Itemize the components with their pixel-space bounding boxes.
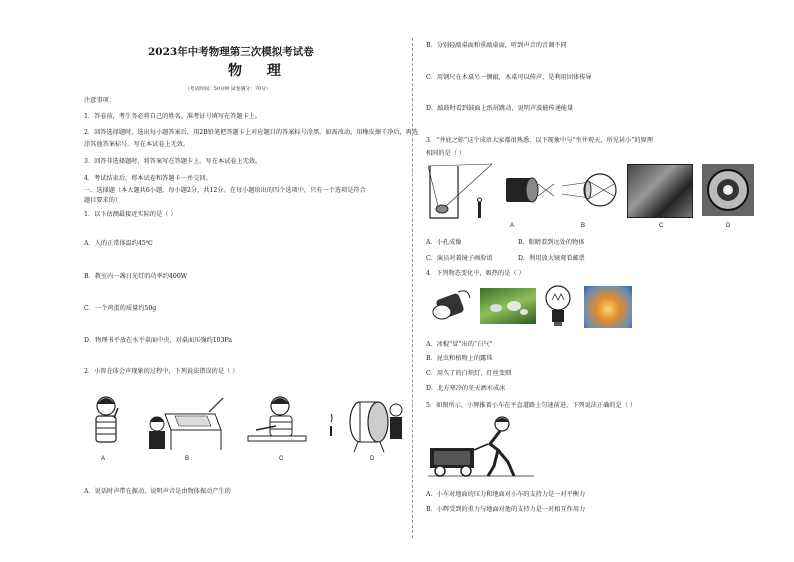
q2-label-c: C: [279, 456, 284, 462]
dew-drops-icon: [486, 298, 530, 318]
q3-option-a: A．小孔成像: [426, 239, 462, 246]
notice-item: 1．答卷前，考生务必将自己的姓名、准考证号填写在答题卡上。: [84, 113, 262, 120]
q2-option-c: C．用钢尺在木桌另一侧敲，木桌可以传声，是利用固体传导: [426, 74, 592, 81]
q3-stem: 3．“井底之蛙”这个成语大家都很熟悉，以下现象中与“坐井观天，所见甚小”的原理: [426, 137, 653, 144]
section-heading: 一、选择题（本大题共6小题，每小题2分，共12分。在每小题给出的四个选项中，只有一个选项是符合: [84, 187, 366, 194]
q3-figure-c: [627, 164, 693, 218]
q1-option-d: D．物理书平放在水平桌面中央，对桌面压强约103Pa: [84, 337, 233, 344]
q2-figure-d: [328, 396, 406, 452]
light-bulb-icon: [544, 284, 572, 328]
subject-heading: 物 理: [228, 63, 291, 79]
exam-info: （考试时间：50分钟 试卷满分：70分）: [185, 87, 271, 92]
q3-label-b: B: [581, 223, 586, 229]
notice-item: 2．回答选择题时，选出每小题答案后，用2B铅笔把答题卡上对应题目的答案标号涂黑。如需改动，用橡皮擦干净后，再选: [84, 129, 419, 136]
q3-option-d: D．利用放大镜观看邮票: [518, 255, 585, 262]
section-heading-cont: 题目要求的）: [84, 197, 122, 204]
q2-stem: 2．小智在体会声现象的过程中，下列说法错误的是（ ）: [84, 368, 239, 375]
q2-label-b: B: [185, 456, 190, 462]
q4-option-c: C．用久了的白炽灯，灯丝变细: [426, 370, 512, 377]
exam-title: 2023年中考物理第三次模拟考试卷: [148, 46, 314, 58]
q4-stem: 4．下列物态变化中，吸热的是（ ）: [426, 270, 525, 277]
q5-option-b: B．小辉受到的重力与地面对他的支持力是一对相互作用力: [426, 506, 586, 513]
q4-option-a: A．冰棍“冒”出的“白气”: [426, 341, 493, 348]
q1-option-b: B．教室内一盏日光灯的功率约400W: [84, 273, 188, 280]
q3-figure-d: [702, 164, 754, 216]
q2-label-d: D: [370, 456, 375, 462]
q4-figure-a: [428, 286, 472, 328]
q2-option-a: A．说话时声带在振动，说明声音是由物体振动产生的: [84, 488, 231, 495]
q4-figure-d: [584, 286, 632, 328]
notice-heading: 注意事项：: [84, 97, 115, 104]
q3-label-a: A: [510, 223, 515, 229]
q3-figure-well: [428, 162, 494, 220]
q2-figure-c: [246, 392, 308, 452]
q2-label-a: A: [101, 456, 106, 462]
q2-option-d: D．敲鼓时看到鼓面上纸屑跳动，说明声波能传递能量: [426, 105, 574, 112]
q5-figure-cart: [428, 414, 536, 478]
q4-option-d: D．北方寒冷的冬天洒水成冰: [426, 385, 506, 392]
notice-item: 3．回答非选择题时，将答案写在答题卡上。写在本试卷上无效。: [84, 158, 262, 165]
q2-figure-a: [88, 392, 124, 454]
q3-option-c: C．演员对着镜子画脸谱: [426, 255, 493, 262]
q3-option-b: B．眼睛看到远处的物体: [518, 239, 585, 246]
right-column: [414, 0, 794, 562]
q1-option-c: C．一个鸡蛋的质量约50g: [84, 305, 157, 312]
q3-stem-cont: 相同的是（ ）: [426, 150, 466, 157]
q1-option-a: A．人的正常体温约45℃: [84, 240, 153, 247]
q3-figure-a: [502, 170, 556, 210]
notice-item: 4．考试结束后，将本试卷和答题卡一并交回。: [84, 175, 212, 182]
q4-option-b: B．昆虫和植物上的露珠: [426, 355, 493, 362]
notice-item: 涂其他答案标号。写在本试卷上无效。: [84, 141, 190, 148]
q2-option-b: B．分别轻敲桌面和重敲桌面，听到声音的音调不同: [426, 42, 567, 49]
q5-stem: 5．如图所示，小辉推着小车在平直道路上匀速前进，下列说法正确的是（ ）: [426, 402, 637, 409]
q3-label-d: D: [726, 223, 731, 229]
q3-label-c: C: [659, 223, 664, 229]
q1-stem: 1．以下估测最接近实际的是（ ）: [84, 211, 177, 218]
q3-figure-b: [560, 168, 618, 212]
column-divider: [412, 38, 413, 538]
q5-option-a: A．小车对地面的压力和地面对小车的支持力是一对平衡力: [426, 491, 586, 498]
q2-figure-b: [145, 396, 225, 452]
